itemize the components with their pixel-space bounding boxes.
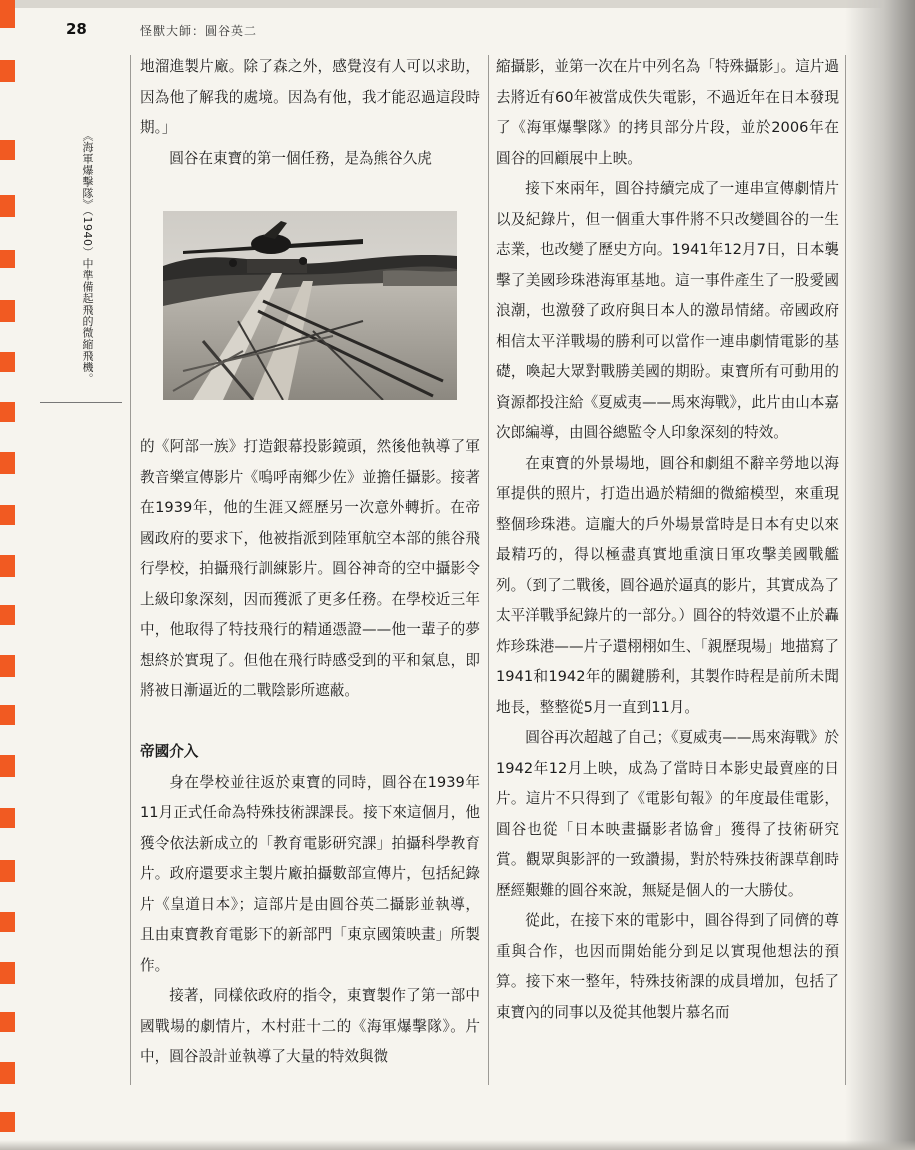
paragraph: 在東寶的外景場地，圓谷和劇組不辭辛勞地以海軍提供的照片，打造出過於精細的微縮模型，來重現整個珍珠港。這龐大的戶外場景當時是日本有史以來最精巧的，得以極盡真實地重演日軍攻擊美國戰艦列。（到了二戰後，圓谷過於逼真的影片，其實成為了太平洋戰爭紀錄片的一部分。）圓谷的特效還不止於轟炸珍珠港——片子還栩栩如生、「親歷現場」地描寫了1941和1942年的關鍵勝利，其製作時程是前所未聞地長，整整從5月一直到11月。 xyxy=(496,454,839,716)
miniature-airplane-photo xyxy=(163,211,457,400)
right-column xyxy=(496,52,839,1028)
column-rule-center xyxy=(488,55,489,1085)
left-column-bottom xyxy=(140,432,480,1073)
paragraph: 縮攝影，並第一次在片中列名為「特殊攝影」。這片過去將近有60年被當成佚失電影，不過近年在日本發現了《海軍爆擊隊》的拷貝部分片段，並於2006年在圓谷的回顧展中上映。 xyxy=(496,58,839,167)
scan-bottom-edge xyxy=(0,1140,915,1150)
left-column-top xyxy=(140,52,480,174)
edge-color-tabs xyxy=(0,0,15,1150)
section-heading: 帝國介入 xyxy=(140,743,199,760)
paragraph: 身在學校並往返於東寶的同時，圓谷在1939年11月正式任命為特殊技術課課長。接下來這個月，他獲令依法新成立的「教育電影研究課」拍攝科學教育片。政府還要求主製片廠拍攝數部宣傳片，包括紀錄片《皇道日本》；這部片是由圓谷英二攝影並執導，且由東寶教育電影下的新部門「東京國策映畫」所製作。 xyxy=(140,773,480,974)
book-gutter-shadow xyxy=(845,0,915,1150)
photo-caption: 《海軍爆擊隊》（1940）中準備起飛的微縮飛機。 xyxy=(81,130,94,385)
paragraph: 從此，在接下來的電影中，圓谷得到了同儕的尊重與合作，也因而開始能分到足以實現他想法的預算。接下來一整年，特殊技術課的成員增加，包括了東寶內的同事以及從其他製片慕名而 xyxy=(496,912,839,1021)
running-head: 怪獸大師：圓谷英二 xyxy=(140,24,258,38)
scan-top-edge xyxy=(0,0,915,8)
paragraph: 的《阿部一族》打造銀幕投影鏡頭，然後他執導了軍教音樂宣傳影片《嗚呼南鄉少佐》並擔任攝影。接著在1939年，他的生涯又經歷另一次意外轉折。在帝國政府的要求下，他被指派到陸軍航空本部的熊谷飛行學校，拍攝飛行訓練影片。圓谷神奇的空中攝影令上級印象深刻，因而獲派了更多任務。在學校近三年中，他取得了特技飛行的精通憑證——他一輩子的夢想終於實現了。但他在飛行時感受到的平和氣息，即將被日漸逼近的二戰陰影所遮蔽。 xyxy=(140,438,480,699)
paragraph: 接著，同樣依政府的指令，東寶製作了第一部中國戰場的劇情片，木村莊十二的《海軍爆擊隊》。片中，圓谷設計並執導了大量的特效與微 xyxy=(140,987,480,1065)
paragraph: 圓谷再次超越了自己；《夏威夷——馬來海戰》於1942年12月上映，成為了當時日本影史最賣座的日片。這片不只得到了《電影旬報》的年度最佳電影，圓谷也從「日本映畫攝影者協會」獲得了技術研究賞。觀眾與影評的一致讚揚，對於特殊技術課草創時歷經艱難的圓谷來說，無疑是個人的一大勝仗。 xyxy=(496,729,839,899)
caption-rule xyxy=(40,402,122,403)
column-rule-left xyxy=(130,55,131,1085)
page-number: 28 xyxy=(66,20,87,38)
paragraph: 圓谷在東寶的第一個任務，是為熊谷久虎 xyxy=(169,149,432,167)
paragraph: 地溜進製片廠。除了森之外，感覺沒有人可以求助，因為他了解我的處境。因為有他，我才能忍過這段時期。」 xyxy=(140,58,480,136)
paragraph: 接下來兩年，圓谷持續完成了一連串宣傳劇情片以及紀錄片，但一個重大事件將不只改變圓谷的一生志業，也改變了歷史方向。1941年12月7日，日本襲擊了美國珍珠港海軍基地。這一事件產生了一股愛國浪潮，也激發了政府與日本人的激昂情緒。帝國政府相信太平洋戰場的勝利可以當作一連串劇情電影的基礎，喚起大眾對戰勝美國的期盼。東寶所有可動用的資源都投注給《夏威夷——馬來海戰》，此片由山本嘉次郎編導，由圓谷總監令人印象深刻的特效。 xyxy=(496,180,839,441)
